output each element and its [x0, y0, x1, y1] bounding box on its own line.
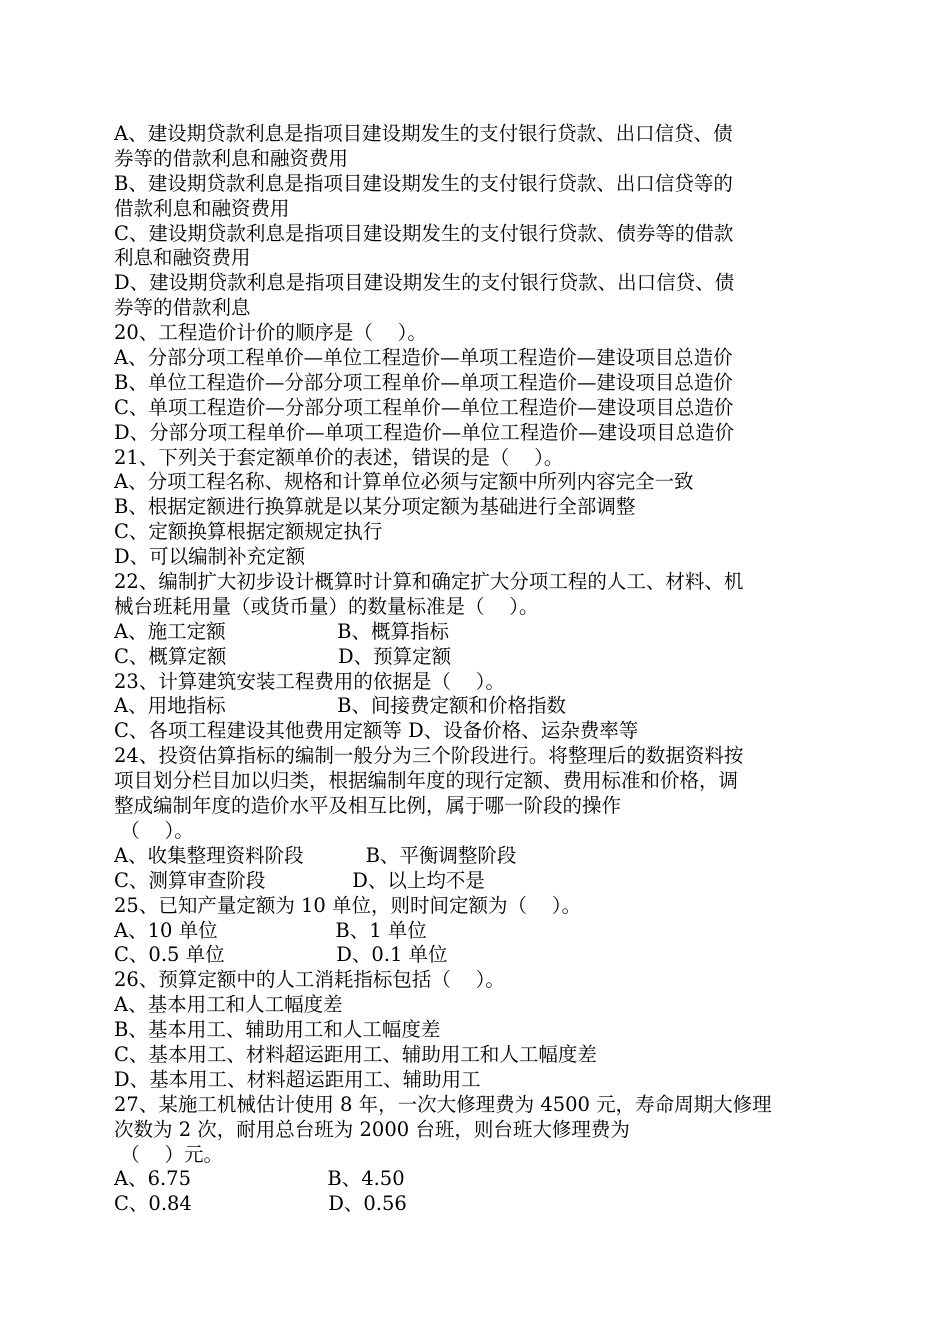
answer-option-19d-line2: 券等的借款利息 [114, 296, 251, 320]
answer-option-19c-line1: C、建设期贷款利息是指项目建设期发生的支付银行贷款、债券等的借款 [114, 221, 734, 245]
answer-options-22cd: C、概算定额 D、预算定额 [114, 644, 452, 668]
answer-option-19a-line1: A、建设期贷款利息是指项目建设期发生的支付银行贷款、出口信贷、债 [114, 122, 733, 145]
answer-option-19a-line2: 券等的借款利息和融资费用 [114, 146, 349, 170]
question-21: 21、下列关于套定额单价的表述，错误的是（ ）。 [114, 445, 564, 469]
answer-option-20d: D、分部分项工程单价—单项工程造价—单位工程造价—建设项目总造价 [114, 420, 735, 444]
answer-options-22ab: A、施工定额 B、概算指标 [114, 619, 449, 643]
answer-options-23cd: C、各项工程建设其他费用定额等 D、设备价格、运杂费率等 [114, 719, 639, 743]
question-27-line1: 27、某施工机械估计使用 8 年，一次大修理费为 4500 元，寿命周期大修理 [114, 1092, 772, 1116]
answer-option-19b-line2: 借款利息和融资费用 [114, 196, 290, 220]
answer-option-20c: C、单项工程造价—分部分项工程单价—单位工程造价—建设项目总造价 [114, 395, 734, 419]
document-page [114, 122, 838, 1217]
question-24-line3: 整成编制年度的造价水平及相互比例，属于哪一阶段的操作 [114, 794, 622, 818]
answer-option-26b: B、基本用工、辅助用工和人工幅度差 [114, 1018, 441, 1042]
question-23: 23、计算建筑安装工程费用的依据是（ ）。 [114, 669, 505, 693]
question-22-line1: 22、编制扩大初步设计概算时计算和确定扩大分项工程的人工、材料、机 [114, 570, 744, 594]
answer-options-25ab: A、10 单位 B、1 单位 [114, 918, 427, 942]
question-24-line1: 24、投资估算指标的编制一般分为三个阶段进行。将整理后的数据资料按 [114, 744, 744, 768]
answer-options-25cd: C、0.5 单位 D、0.1 单位 [114, 943, 448, 967]
question-24-line2: 项目划分栏目加以归类，根据编制年度的现行定额、费用标准和价格，调 [114, 769, 739, 793]
question-24-line4: （ ）。 [114, 818, 194, 842]
answer-options-24ab: A、收集整理资料阶段 B、平衡调整阶段 [114, 843, 517, 867]
question-27-line2: 次数为 2 次，耐用总台班为 2000 台班，则台班大修理费为 [114, 1117, 630, 1141]
answer-option-19d-line1: D、建设期贷款利息是指项目建设期发生的支付银行贷款、出口信贷、债 [114, 271, 735, 295]
answer-option-21b: B、根据定额进行换算就是以某分项定额为基础进行全部调整 [114, 495, 636, 519]
question-22-line2: 械台班耗用量（或货币量）的数量标准是（ ）。 [114, 594, 539, 618]
answer-option-19b-line1: B、建设期贷款利息是指项目建设期发生的支付银行贷款、出口信贷等的 [114, 171, 733, 195]
question-27-line3: （ ）元。 [114, 1142, 223, 1166]
answer-option-20b: B、单位工程造价—分部分项工程单价—单项工程造价—建设项目总造价 [114, 370, 733, 394]
answer-option-26a: A、基本用工和人工幅度差 [114, 993, 343, 1017]
answer-option-21d: D、可以编制补充定额 [114, 545, 306, 569]
question-26: 26、预算定额中的人工消耗指标包括（ ）。 [114, 968, 505, 992]
answer-options-27cd: C、0.84 D、0.56 [114, 1192, 407, 1216]
answer-option-21a: A、分项工程名称、规格和计算单位必须与定额中所列内容完全一致 [114, 470, 694, 494]
answer-option-20a: A、分部分项工程单价—单位工程造价—单项工程造价—建设项目总造价 [114, 346, 733, 370]
answer-option-26d: D、基本用工、材料超运距用工、辅助用工 [114, 1067, 481, 1091]
answer-option-26c: C、基本用工、材料超运距用工、辅助用工和人工幅度差 [114, 1042, 597, 1066]
answer-option-19c-line2: 利息和融资费用 [114, 246, 251, 270]
question-25: 25、已知产量定额为 10 单位，则时间定额为（ ）。 [114, 893, 582, 917]
question-20: 20、工程造价计价的顺序是（ ）。 [114, 321, 427, 345]
answer-options-24cd: C、测算审查阶段 D、以上均不是 [114, 868, 485, 892]
answer-options-27ab: A、6.75 B、4.50 [114, 1167, 405, 1191]
answer-options-23ab: A、用地指标 B、间接费定额和价格指数 [114, 694, 566, 718]
answer-option-21c: C、定额换算根据定额规定执行 [114, 520, 383, 544]
